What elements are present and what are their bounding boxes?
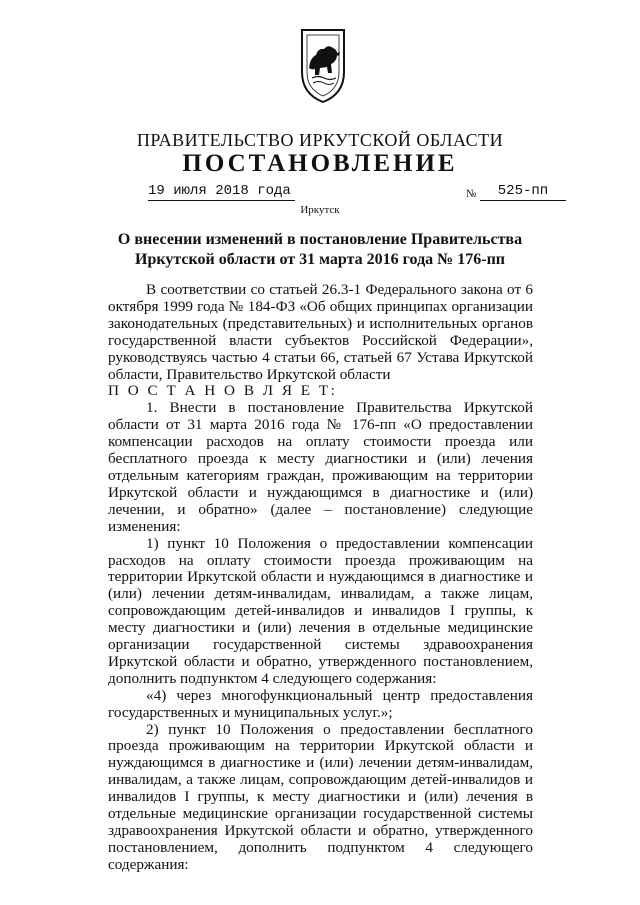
item-1-paragraph: 1. Внести в постановление Правительства Иркутской области от 31 марта 2016 года № 176-пп «О предоставлении компенсации расходов на оплату стоимости проезда или бесплатного проезда к месту диагностики и (или) лечения отдельным категориям граждан, проживающим на территории Иркутской области и нуждающимся в диагностике и (или) лечении, и обратно» (далее – постановление) следующие изменения: xyxy=(108,399,533,535)
preamble-paragraph: В соответствии со статьей 26.3-1 Федерального закона от 6 октября 1999 года № 184-ФЗ «Об общих принципах организации законодательных (представительных) и исполнительных органов государственной власти субъектов Российской Федерации», руководствуясь частью 4 статьи 66, статьей 67 Устава Иркутской области, Правительство Иркутской области xyxy=(108,281,533,383)
decree-word: П О С Т А Н О В Л Я Е Т: xyxy=(108,382,338,400)
subitem-1-paragraph: 1) пункт 10 Положения о предоставлении компенсации расходов на оплату стоимости проезда проживающим на территории Иркутской области и нуждающимся в диагностике и (или) лечении детям-инвалидам, инвалидам, а также лицам, сопровождающим детей-инвалидов и инвалидов I группы, к месту диагностики и (или) лечения в отдельные медицинские организации государственной системы здравоохранения Иркутской области и обратно, утвержденного постановлением, дополнить подпунктом 4 следующего содержания: xyxy=(108,534,533,687)
document-date: 19 июля 2018 года xyxy=(148,182,295,201)
government-title: ПРАВИТЕЛЬСТВО ИРКУТСКОЙ ОБЛАСТИ xyxy=(136,130,504,150)
quote-1-paragraph: «4) через многофункциональный центр предоставления государственных и муниципальных услуг.»; xyxy=(108,686,533,721)
document-heading: О внесении изменений в постановление Правительства Иркутской области от 31 марта 2016 года № 176-пп xyxy=(117,231,523,268)
document-body xyxy=(108,282,533,874)
document-type: ПОСТАНОВЛЕНИЕ xyxy=(182,150,458,177)
subitem-2-paragraph: 2) пункт 10 Положения о предоставлении бесплатного проезда проживающим на территории Иркутской области и нуждающимся в диагностике и (или) лечении детям-инвалидам, инвалидам, а также лицам, сопровождающим детей-инвалидов и инвалидов I группы, к месту диагностики и (или) лечения в отдельные медицинские организации государственной системы здравоохранения Иркутской области и обратно, утвержденного постановлением, дополнить подпунктом 4 следующего содержания: xyxy=(108,720,533,873)
coat-of-arms-icon xyxy=(298,28,348,104)
city-name: Иркутск xyxy=(300,204,340,216)
number-sign: № xyxy=(466,188,477,200)
document-number: 525-пп xyxy=(480,182,566,201)
